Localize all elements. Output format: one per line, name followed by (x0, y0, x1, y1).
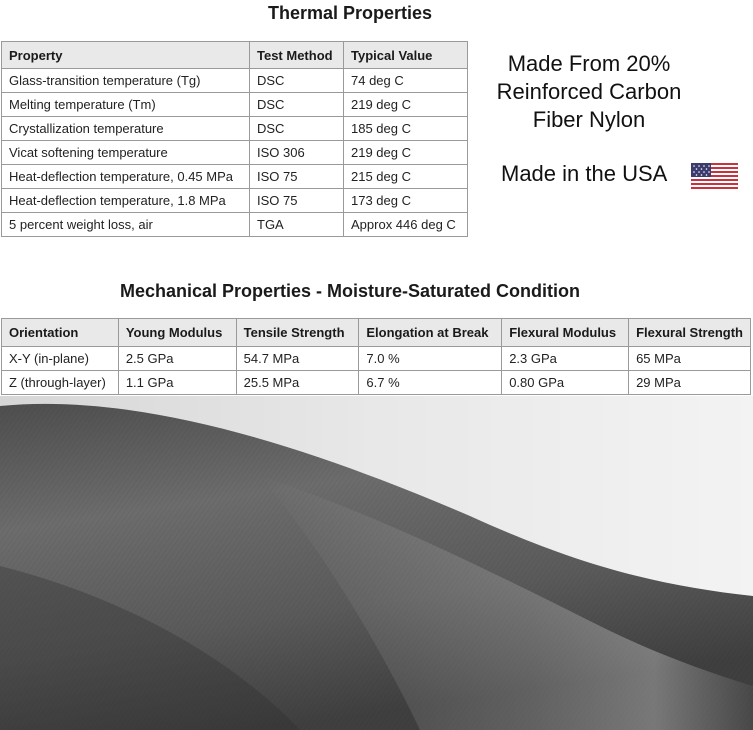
us-flag-icon (691, 163, 738, 189)
typical-value-cell: 74 deg C (344, 69, 468, 93)
orientation-cell: X-Y (in-plane) (2, 347, 119, 371)
flexural-modulus-cell: 0.80 GPa (502, 371, 629, 395)
thermal-properties-table (1, 41, 468, 237)
test-method-cell: ISO 75 (250, 189, 344, 213)
flexural-strength-cell: 29 MPa (629, 371, 751, 395)
property-cell: Heat-deflection temperature, 0.45 MPa (2, 165, 250, 189)
material-line: Fiber Nylon (532, 107, 646, 132)
test-method-cell: TGA (250, 213, 344, 237)
header-orientation: Orientation (2, 319, 119, 347)
table-header-row (2, 319, 751, 347)
test-method-cell: ISO 75 (250, 165, 344, 189)
table-row (2, 165, 468, 189)
typical-value-cell: 219 deg C (344, 141, 468, 165)
material-line: Made From 20% (507, 51, 671, 76)
young-modulus-cell: 2.5 GPa (118, 347, 236, 371)
header-elongation-at-break: Elongation at Break (359, 319, 502, 347)
thermal-properties-title: Thermal Properties (267, 3, 433, 23)
table-header-row (2, 42, 468, 69)
test-method-cell: DSC (250, 69, 344, 93)
table-row (2, 117, 468, 141)
property-cell: Melting temperature (Tm) (2, 93, 250, 117)
orientation-cell: Z (through-layer) (2, 371, 119, 395)
material-line: Reinforced Carbon (496, 79, 682, 104)
table-row (2, 213, 468, 237)
typical-value-cell: 173 deg C (344, 189, 468, 213)
elongation-cell: 6.7 % (359, 371, 502, 395)
elongation-cell: 7.0 % (359, 347, 502, 371)
table-row (2, 141, 468, 165)
flexural-modulus-cell: 2.3 GPa (502, 347, 629, 371)
header-typical-value: Typical Value (344, 42, 468, 69)
table-row (2, 93, 468, 117)
table-row (2, 189, 468, 213)
typical-value-cell: 219 deg C (344, 93, 468, 117)
header-flexural-strength: Flexural Strength (629, 319, 751, 347)
table-row (2, 371, 751, 395)
typical-value-cell: Approx 446 deg C (344, 213, 468, 237)
property-cell: Glass-transition temperature (Tg) (2, 69, 250, 93)
mechanical-properties-title: Mechanical Properties - Moisture-Saturated Condition (119, 281, 581, 301)
tensile-strength-cell: 25.5 MPa (236, 371, 359, 395)
header-test-method: Test Method (250, 42, 344, 69)
flexural-strength-cell: 65 MPa (629, 347, 751, 371)
header-property: Property (2, 42, 250, 69)
material-description (478, 50, 700, 134)
test-method-cell: ISO 306 (250, 141, 344, 165)
header-tensile-strength: Tensile Strength (236, 319, 359, 347)
tensile-strength-cell: 54.7 MPa (236, 347, 359, 371)
typical-value-cell: 185 deg C (344, 117, 468, 141)
property-cell: 5 percent weight loss, air (2, 213, 250, 237)
property-cell: Crystallization temperature (2, 117, 250, 141)
table-row (2, 69, 468, 93)
carbon-fiber-surface-photo (0, 396, 753, 730)
test-method-cell: DSC (250, 93, 344, 117)
made-in-usa-text: Made in the USA (501, 161, 668, 186)
mechanical-properties-table (1, 318, 751, 395)
header-young-modulus: Young Modulus (118, 319, 236, 347)
property-cell: Vicat softening temperature (2, 141, 250, 165)
typical-value-cell: 215 deg C (344, 165, 468, 189)
header-flexural-modulus: Flexural Modulus (502, 319, 629, 347)
property-cell: Heat-deflection temperature, 1.8 MPa (2, 189, 250, 213)
table-row (2, 347, 751, 371)
test-method-cell: DSC (250, 117, 344, 141)
young-modulus-cell: 1.1 GPa (118, 371, 236, 395)
